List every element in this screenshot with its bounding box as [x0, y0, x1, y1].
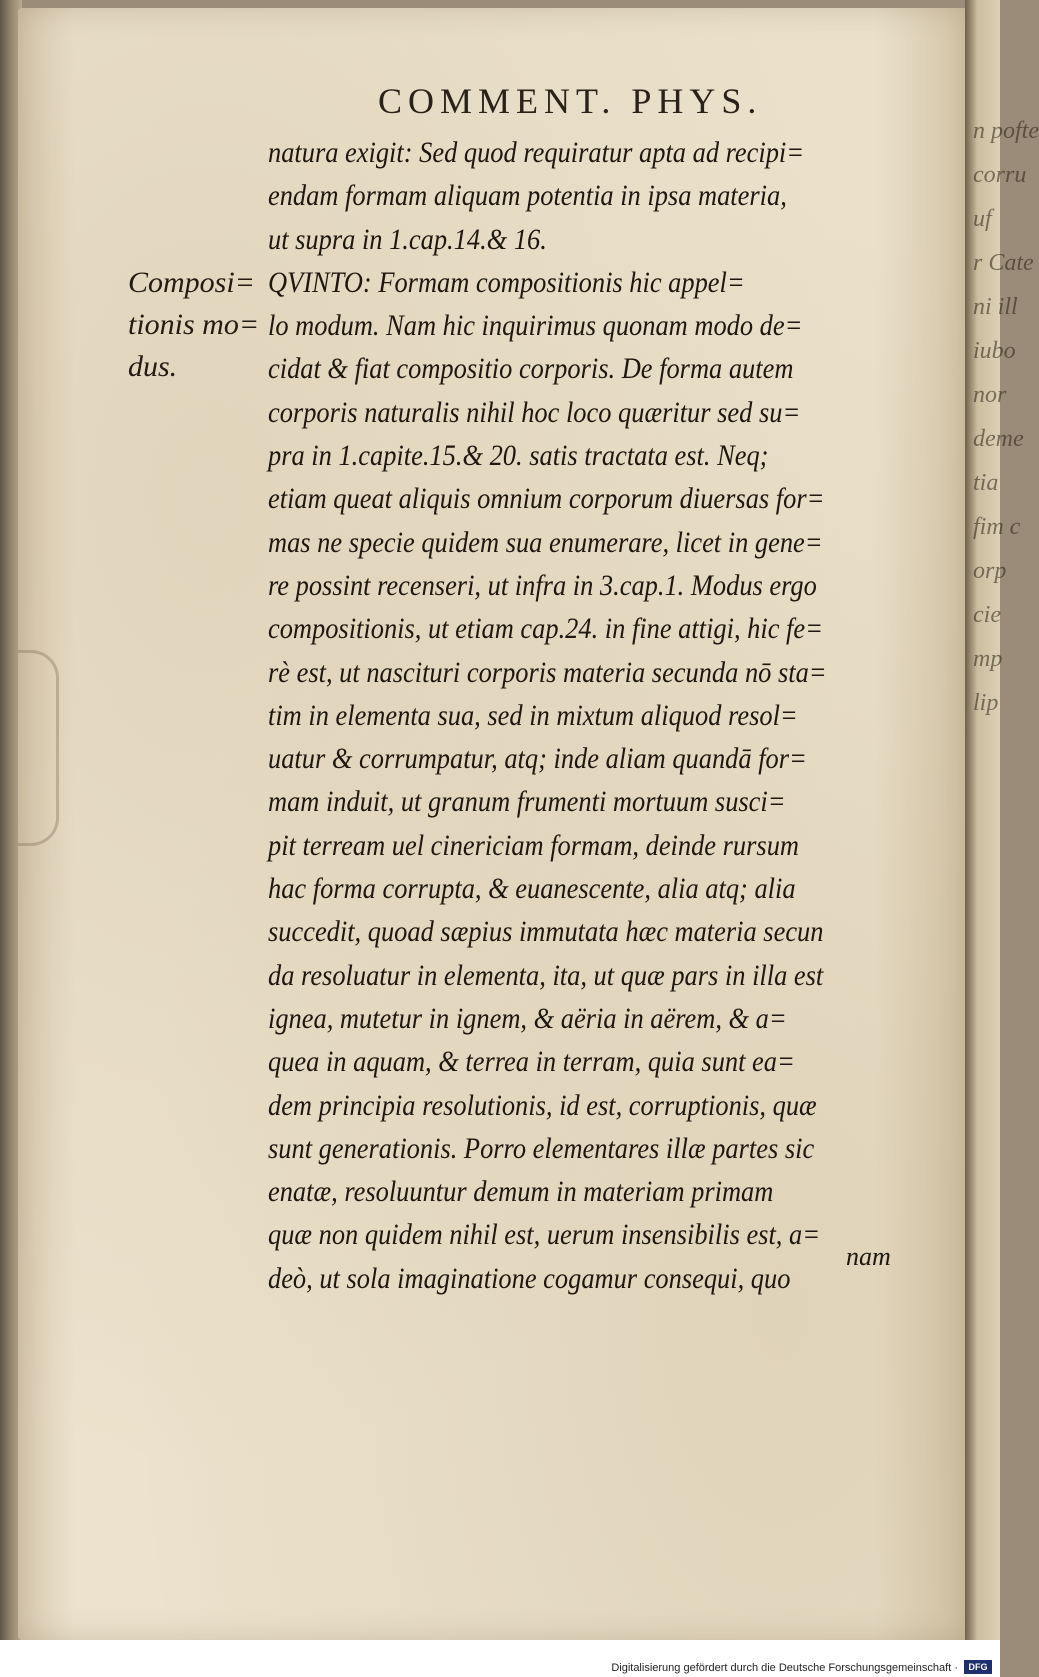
text-line: quæ non quidem nihil est, uerum insensibilis est, a= [268, 1219, 821, 1252]
text-line: endam formam aliquam potentia in ipsa materia, [268, 180, 787, 213]
adjacent-page-fragment: r Cate [973, 250, 1034, 276]
text-line: lo modum. Nam hic inquirimus quonam modo de= [268, 310, 803, 343]
text-line: sunt generationis. Porro elementares illæ partes sic [268, 1132, 815, 1165]
page-clasp-impression [18, 650, 59, 846]
text-line: dem principia resolutionis, id est, corruptionis, quæ [268, 1089, 817, 1122]
text-line: quea in aquam, & terrea in terram, quia sunt ea= [268, 1046, 795, 1079]
adjacent-page-fragment: deme [973, 426, 1024, 452]
text-line: mam induit, ut granum frumenti mortuum susci= [268, 786, 786, 819]
text-line: ut supra in 1.cap.14.& 16. [268, 223, 547, 256]
adjacent-page-fragment: cie [973, 602, 1001, 628]
text-line: compositionis, ut etiam cap.24. in fine attigi, hic fe= [268, 613, 823, 646]
text-line: tim in elementa sua, sed in mixtum aliquod resol= [268, 699, 798, 732]
adjacent-page-fragment: fim c [973, 514, 1021, 540]
catchword: nam [846, 1242, 891, 1271]
adjacent-page-fragment: ni ill [973, 294, 1018, 320]
margin-note-line: Composi= [128, 266, 255, 299]
text-line: deò, ut sola imaginatione cogamur consequi, quo [268, 1262, 791, 1295]
adjacent-page-fragment: corru [973, 162, 1027, 188]
text-line: hac forma corrupta, & euanescente, alia atq; alia [268, 873, 796, 906]
text-line: uatur & corrumpatur, atq; inde aliam quandā for= [268, 743, 807, 776]
adjacent-page-fragment: nor [973, 382, 1007, 408]
adjacent-page-fragment: lip [973, 690, 999, 716]
adjacent-page-fragment: n pofte [973, 118, 1039, 144]
text-line: rè est, ut nascituri corporis materia secunda nō sta= [268, 656, 827, 689]
text-line: natura exigit: Sed quod requiratur apta ad recipi= [268, 137, 805, 169]
adjacent-page-edge [965, 0, 1039, 1645]
margin-note-line: dus. [128, 350, 178, 383]
body-text [268, 132, 938, 1301]
dfg-credit-text: Digitalisierung gefördert durch die Deutsche Forschungsgemeinschaft · [611, 1662, 958, 1674]
text-line: succedit, quoad sæpius immutata hæc materia secun [268, 916, 824, 949]
adjacent-page-fragment: mp [973, 646, 1003, 672]
text-line: re possint recenseri, ut infra in 3.cap.1. Modus ergo [268, 569, 817, 602]
text-line: da resoluatur in elementa, ita, ut quæ pars in illa est [268, 959, 824, 992]
running-head: COMMENT. PHYS. [378, 81, 763, 121]
adjacent-page-fragment: uf [973, 206, 992, 232]
margin-note [128, 262, 259, 388]
adjacent-page-fragment: iubo [973, 338, 1016, 364]
text-line: QVINTO: Formam compositionis hic appel= [268, 266, 745, 299]
margin-note-line: tionis mo= [128, 308, 260, 341]
text-line: etiam queat aliquis omnium corporum diuersas for= [268, 483, 825, 516]
text-line: pra in 1.capite.15.& 20. satis tractata est. Neq; [268, 440, 769, 473]
text-line: mas ne specie quidem sua enumerare, licet in gene= [268, 526, 823, 559]
text-line: enatæ, resoluuntur demum in materiam primam [268, 1176, 774, 1209]
text-line: ignea, mutetur in ignem, & aëria in aërem, & a= [268, 1002, 787, 1035]
text-line: pit terream uel cinericiam formam, deinde rursum [268, 829, 799, 862]
adjacent-page-fragment: orp [973, 558, 1007, 584]
text-line: corporis naturalis nihil hoc loco quæritur sed su= [268, 396, 801, 429]
dfg-logo: DFG [964, 1660, 992, 1674]
adjacent-page-fragment: tia [973, 470, 999, 496]
text-line: cidat & fiat compositio corporis. De forma autem [268, 353, 794, 386]
